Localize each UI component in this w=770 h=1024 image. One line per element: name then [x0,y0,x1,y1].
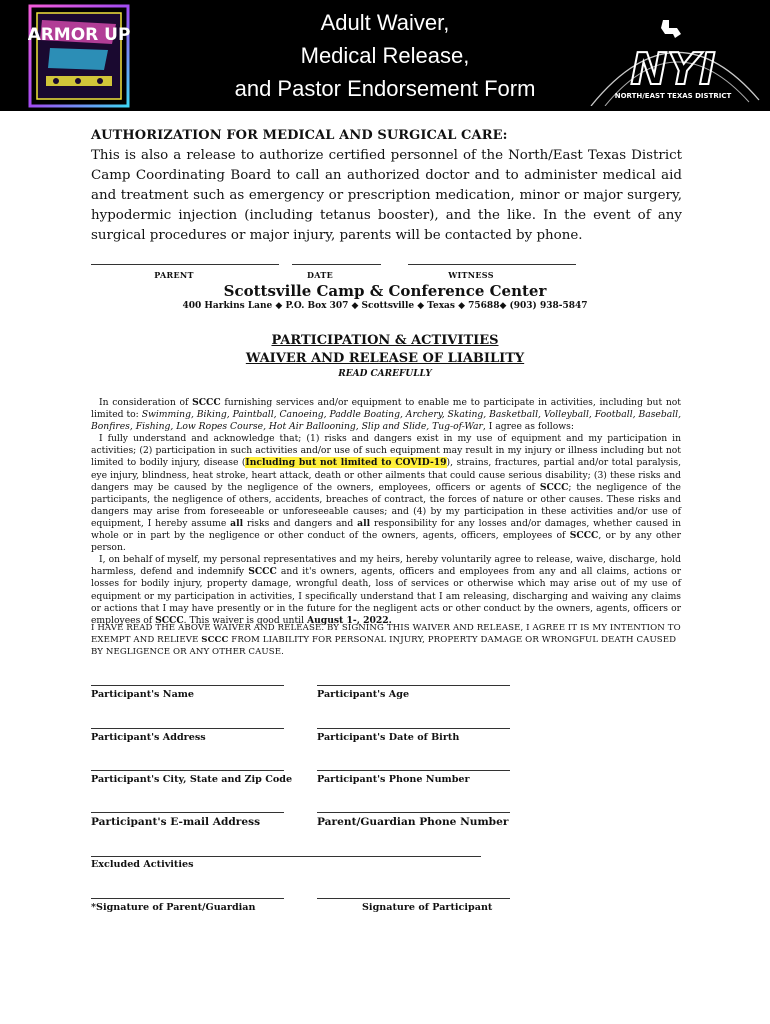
participant-address-field[interactable] [91,728,284,729]
camp-address: 400 Harkins Lane ◆ P.O. Box 307 ◆ Scottsville ◆ Texas ◆ 75688◆ (903) 938-5847 [182,301,588,311]
participant-email-field[interactable] [91,812,284,813]
svg-text:NORTH/EAST TEXAS DISTRICT: NORTH/EAST TEXAS DISTRICT [614,92,732,100]
participant-phone-label: Participant's Phone Number [317,774,470,785]
participant-dob-label: Participant's Date of Birth [317,732,460,743]
waiver-paragraph-2: I fully understand and acknowledge that; (1) risks and dangers exist in my use of equipment and my participation in activities; (2) participation in such activities and/or use of such equipment may result in my injury or illness including but not limited to bodily injury, disease (Including but not limited to COVID-19), strains, fractures, partial and/or total paralysis, eye injury, blindness, heat stroke, heart attack, death or other ailments that could cause serious disability; (3) these risks and dangers may be caused by the negligence of the owners, employees, officers or agents of SCCC; the negligence of the participants, the negligence of others, accidents, breaches of contract, the forces of nature or other causes. These risks and dangers may arise from foreseeable or unforeseeable causes; and (4) by my participation in these activities and/or use of equipment, I hereby assume all risks and dangers and all responsibility for any losses and/or damages, whether caused in whole or in part by the negligence or other conduct of the owners, agents, officers, employees of SCCC, or by any other person. [91,433,682,554]
participant-signature-label: Signature of Participant [362,902,493,913]
date-label: DATE [307,270,333,280]
form-title [200,6,570,105]
armor-up-logo [28,4,130,108]
participant-city-label: Participant's City, State and Zip Code [91,774,293,785]
participant-signature-field[interactable] [317,898,510,899]
parent-signature-line[interactable] [91,264,279,265]
parent-label: PARENT [154,270,194,280]
witness-signature-line[interactable] [408,264,576,265]
title-line-2: Medical Release, [300,43,470,68]
excluded-activities-label: Excluded Activities [91,859,194,870]
excluded-activities-field[interactable] [91,856,481,857]
participant-name-field[interactable] [91,685,284,686]
parent-phone-field[interactable] [317,812,510,813]
svg-text:ARMOR UP: ARMOR UP [28,25,130,45]
covid-highlight: Including but not limited to COVID-19 [245,457,447,469]
parent-signature-label: *Signature of Parent/Guardian [91,902,256,913]
acknowledgement-statement: I HAVE READ THE ABOVE WAIVER AND RELEASE. BY SIGNING THIS WAIVER AND RELEASE, I AGREE IT IS MY INTENTION TO EXEMPT AND RELIEVE SCCC FROM LIABILITY FOR PERSONAL INJURY, PROPERTY DAMAGE OR WRONGFUL DEATH CAUSED BY NEGLIGENCE OR ANY OTHER CAUSE. [91,623,681,657]
participant-phone-field[interactable] [317,770,510,771]
title-line-1: Adult Waiver, [320,10,450,35]
participant-name-label: Participant's Name [91,689,195,700]
participant-city-field[interactable] [91,770,284,771]
date-line[interactable] [292,264,381,265]
waiver-expiry-date: August 1-, 2022. [306,614,392,626]
nyi-district-logo [585,10,765,106]
waiver-title-line-1: PARTICIPATION & ACTIVITIES [271,333,499,348]
participant-age-field[interactable] [317,685,510,686]
participant-dob-field[interactable] [317,728,510,729]
parent-phone-label: Parent/Guardian Phone Number [317,816,509,828]
waiver-paragraph-3: I, on behalf of myself, my personal representatives and my heirs, hereby voluntarily agree to release, waive, discharge, hold harmless, defend and indemnify SCCC and it's owners, agents, officers and employees from any and all claims, actions or losses for bodily injury, property damage, wrongful death, loss of services or otherwise which may arise out of my use of equipment or my participation in activities, I specifically understand that I am releasing, discharging and waiving any claims or actions that I may have presently or in the future for the negligent acts or other conduct by the owners, agents, officers or employees of SCCC. This waiver is good until August 1-, 2022. [91,554,682,626]
participant-address-label: Participant's Address [91,732,206,743]
waiver-paragraph-1: In consideration of SCCC furnishing services and/or equipment to enable me to participate in activities, including but not limited to: Swimming, Biking, Paintball, Canoeing, Paddle Boating, Archery, Skating, Basketball, Volleyball, Football, Baseball, Bonfires, Fishing, Low Ropes Course, Hot Air Ballooning, Slip and Slide, Tug-of-War, I agree as follows: [91,397,682,433]
authorization-body: This is also a release to authorize certified personnel of the North/East Texas District Camp Coordinating Board to call an authorized doctor and to administer medical aid and treatment such as emergency or prescription medication, minor or major surgery, hypodermic injection (including tetanus booster), and the like. In the event of any surgical procedures or major injury, parents will be contacted by phone. [91,148,682,243]
participant-age-label: Participant's Age [317,689,410,700]
waiver-title-line-2: WAIVER AND RELEASE OF LIABILITY [245,351,525,366]
read-carefully-note: READ CAREFULLY [338,369,432,379]
header-banner [0,0,770,111]
authorization-title: AUTHORIZATION FOR MEDICAL AND SURGICAL CARE: [91,128,508,143]
participant-email-label: Participant's E-mail Address [91,816,261,828]
waiver-body [91,397,681,627]
title-line-3: and Pastor Endorsement Form [234,76,536,101]
parent-signature-field[interactable] [91,898,284,899]
svg-text:NYI: NYI [630,44,716,95]
camp-name: Scottsville Camp & Conference Center [223,282,547,300]
witness-label: WITNESS [448,270,494,280]
